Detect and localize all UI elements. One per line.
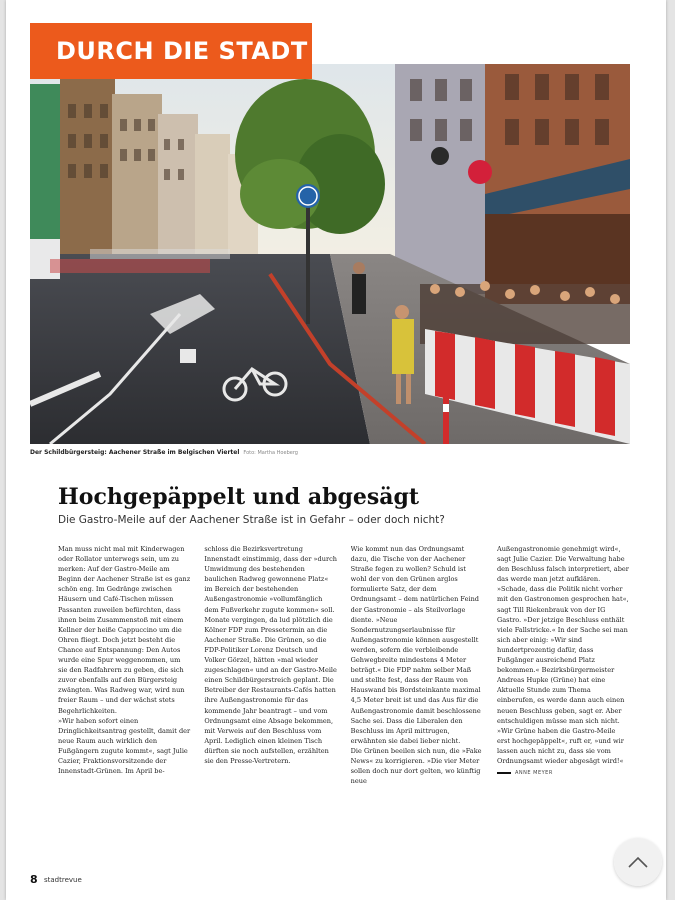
photo-credit: Foto: Martha Hoeberg [243, 450, 298, 456]
article-headline: Hochgepäppelt und abgesägt [58, 484, 420, 510]
paragraph: Man muss nicht mal mit Kinderwagen oder Rollator unterwegs sein, um zu merken: Auf der Gastro-Meile am Beginn der Aachener Straße ist es ganz schön eng. Im Gedränge zwischen Häusern und Café-Tischen müssen Passanten zuweilen befürchten, dass ihnen beim Zusammenstoß mit einem Kellner der heiße Cappuccino um die Ohren fliegt. Doch jetzt besteht die Chance auf Entspannung: Den Autos wurde eine Spur weggenommen, um sie den Radfahrern zu geben, die sich zuvor ebenfalls auf den Bürgersteig zwängten. Was Radweg war, wird nun freier Raum – und der wächst stets Begehrlichkeiten. [58, 545, 191, 715]
street-photo [30, 64, 630, 444]
magazine-page [6, 0, 666, 900]
paragraph: Monate vergingen, da lud plötzlich die Kölner FDP zum Pressetermin an die Aachener Straße. Die Grünen, so die FDP-Politiker Lorenz Deutsch und Volker Görzel, hätten »mal wieder zugeschlagen« und an der Gastro-Meile einen Schildbürgerstreich geplant. Die Betreiber der Restaurants-Cafés hatten ihre Außengastronomie für das kommende Jahr beantragt – und vom Ordnungsamt eine Absage bekommen, mit Verweis auf den Beschluss vom April. Lediglich einen kleinen Tisch dürften sie noch aufstellen, erzählten sie den Presse-Vertretern. [204, 615, 337, 765]
caption-title: Der Schildbürgersteig: Aachener Straße im Belgischen Viertel [30, 449, 240, 456]
chevron-up-icon [627, 855, 649, 869]
magazine-name: stadtrevue [44, 876, 82, 884]
paragraph: schloss die Bezirksvertretung Innenstadt einstimmig, dass der »durch Umwidmung des bestehenden baulichen Radweg gewonnene Platz« im Bereich der bestehenden Außengastronomie »vollumfänglich dem Fußverkehr zugute kommen« soll. [204, 545, 337, 614]
section-banner: DURCH DIE STADT [30, 23, 312, 79]
photo-caption [30, 449, 630, 461]
text-column-1 [58, 544, 191, 864]
text-column-2 [204, 544, 337, 864]
text-column-3 [351, 544, 484, 864]
paragraph: Wie kommt nun das Ordnungsamt dazu, die Tische von der Aachener Straße fegen zu wollen? Schuld ist wohl der von den Grünen arglos formulierte Satz, der dem Ordnungsamt – dem natürlichen Feind der Gastronomie – als Steilvorlage diente. »Neue Sondernutzungserlaubnisse für Außengastronomie können ausgestellt werden, sofern die verbleibende Gehwegbreite mindestens 4 Meter beträgt.« Die FDP nahm selber Maß und stellte fest, dass der Raum von Hauswand bis Bordsteinkante maximal 4,5 Meter breit ist und das Aus für die Außengastronomie damit beschlossene Sache sei. Dass die Liberalen den Beschluss im April mittrugen, erwähnten sie dabei lieber nicht. [350, 545, 481, 745]
text-column-4 [497, 544, 630, 864]
scroll-to-top-button[interactable] [614, 838, 662, 886]
page-number: 8 [30, 873, 38, 886]
article-subhead: Die Gastro-Meile auf der Aachener Straße ist in Gefahr – oder doch nicht? [58, 514, 445, 526]
article-body [58, 544, 630, 864]
author-signoff [497, 768, 630, 778]
author-name: ANNE MEYER [514, 770, 553, 777]
paragraph: »Wir haben sofort einen Dringlichkeitsantrag gestellt, damit der neue Raum auch wirklich den Fußgängern zugute kommt«, sagt Julie Cazier, Fraktionsvorsitzende der Innenstadt-Grünen. Im April be- [58, 716, 191, 776]
paragraph: Die Grünen beeilen sich nun, die »Fake News« zu korrigieren. »Die vier Meter sollen doch nur dort gelten, wo künftig neue [350, 746, 482, 786]
paragraph: Außengastronomie genehmigt wird«, sagt Julie Cazier. Die Verwaltung habe den Beschluss falsch interpretiert, aber das werde man jetzt aufklären. »Schade, dass die Politik nicht vorher mit den Gastronomen gesprochen hat«, sagt Till Riekenbrauk von der IG Gastro. »Der jetzige Beschluss enthält viele Fallstricke.« In der Sache sei man sich aber einig: »Wir sind hundertprozentig dafür, dass Fußgänger ausreichend Platz bekommen.« Bezirksbürgermeister Andreas Hupke (Grüne) hat eine Aktuelle Stunde zum Thema einberufen, es werde dann auch einen neuen Beschluss geben, sagt er. Aber entschuldigen müsse man sich nicht. »Wir Grüne haben die Gastro-Meile erst hochgepäppelt«, ruft er, »und wir lassen auch nicht zu, dass sie vom Ordnungsamt wieder abgesägt wird!« [496, 545, 629, 765]
signoff-rule [497, 772, 511, 774]
